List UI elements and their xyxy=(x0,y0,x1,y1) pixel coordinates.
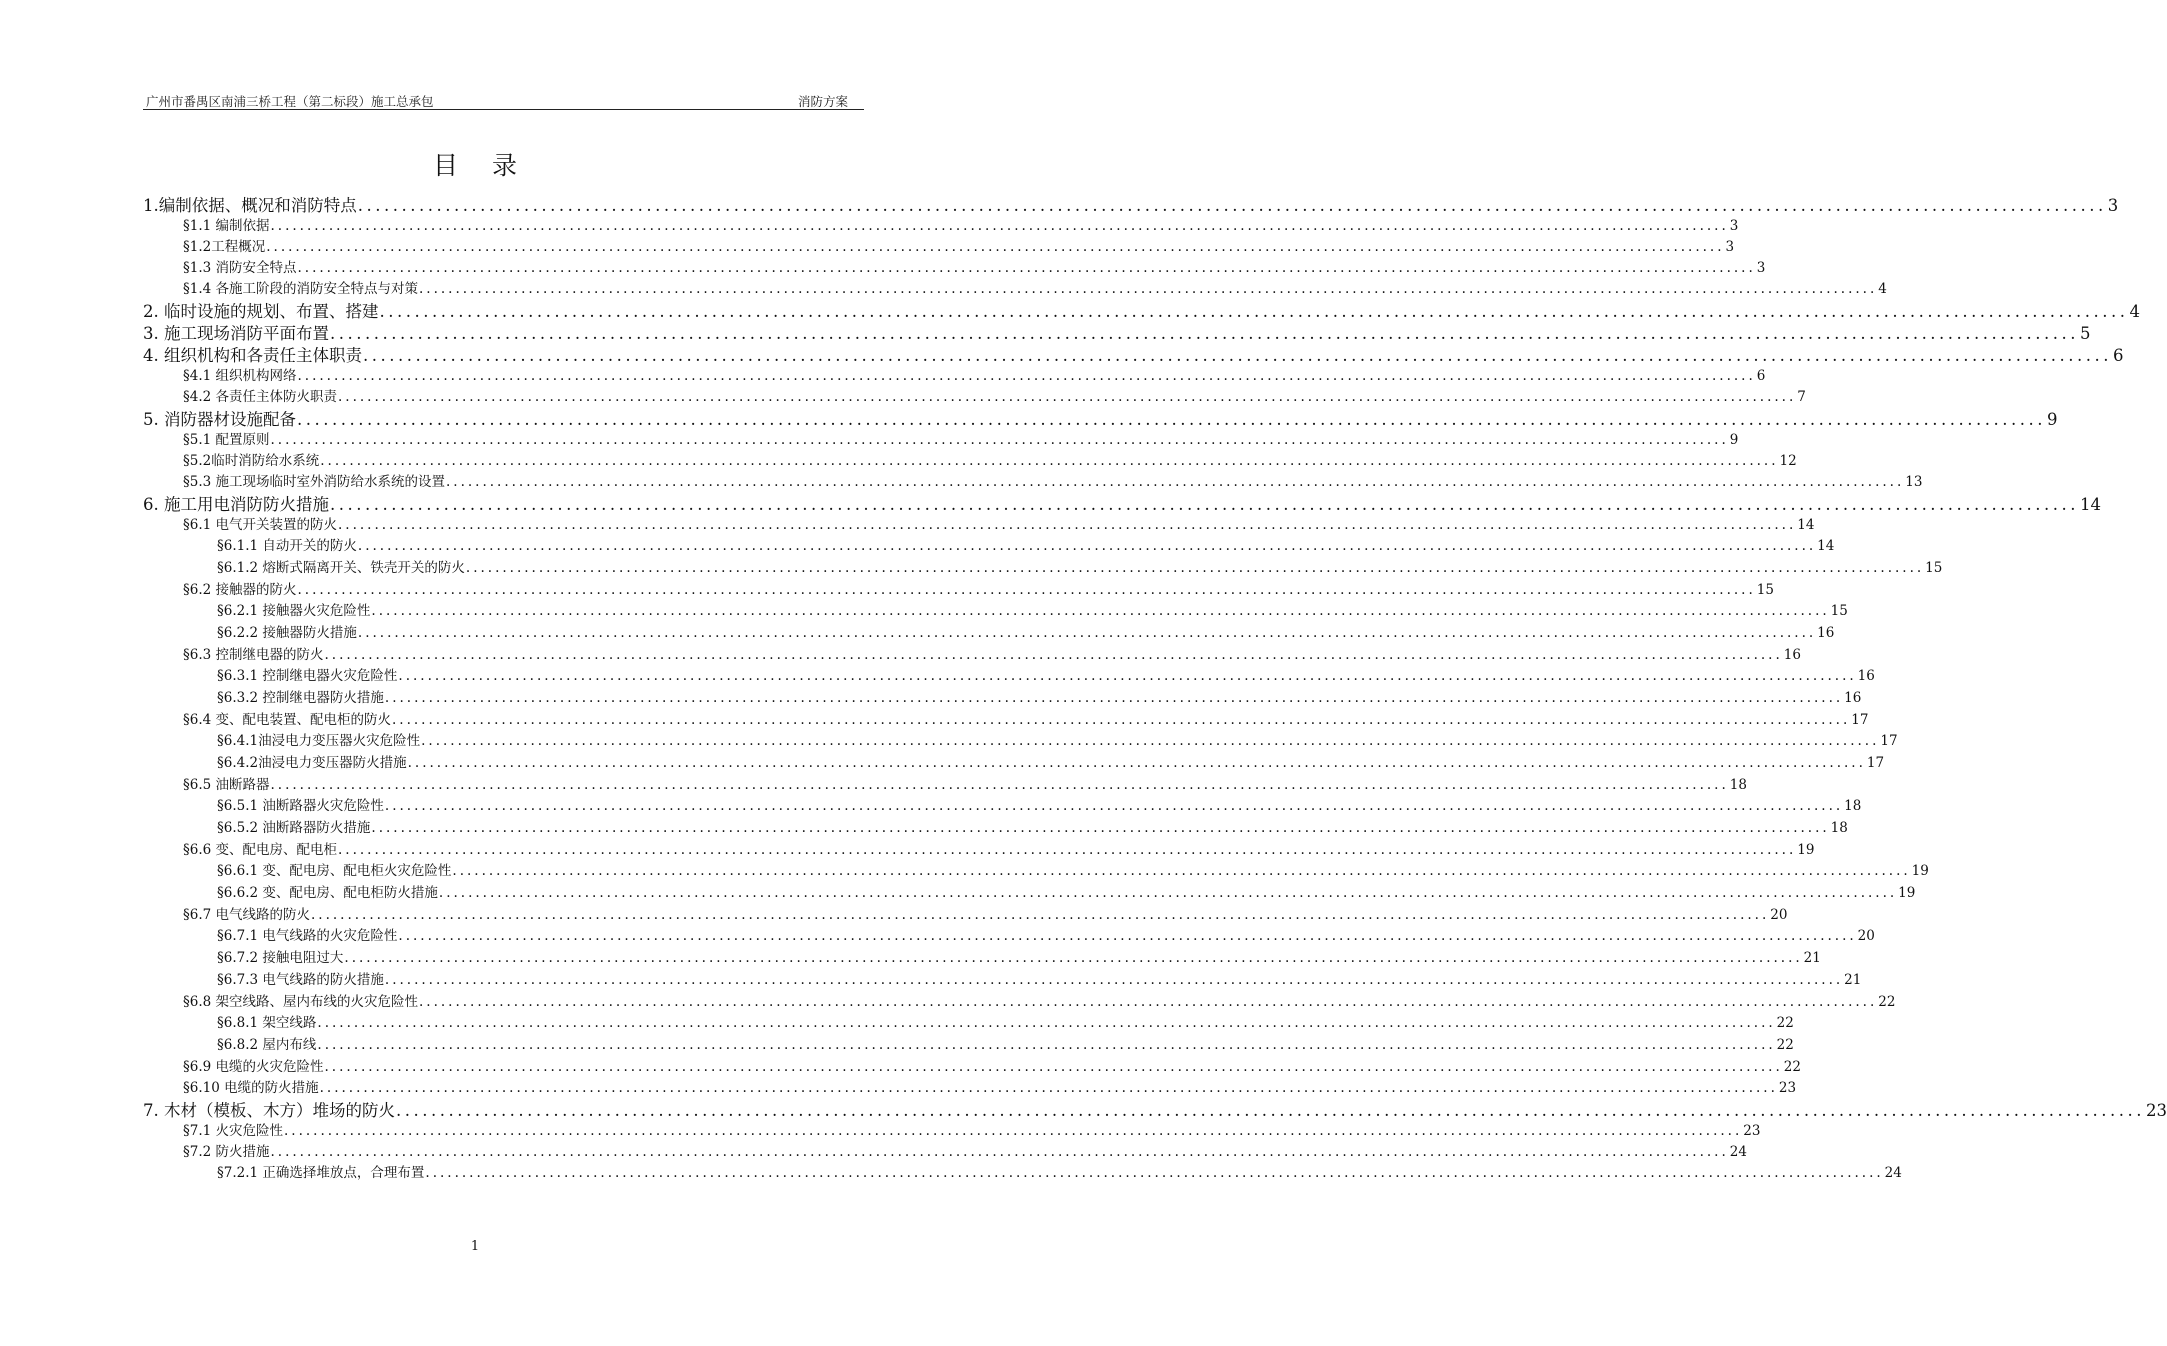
toc-entry-page-number: 16 xyxy=(1857,668,1875,684)
toc-leader-dots: ........................................................................................................................................................................................................ xyxy=(465,560,1925,576)
toc-entry-label: §6.9 电缆的火灾危险性 xyxy=(183,1059,324,1075)
toc-entry-page-number: 13 xyxy=(1905,474,1923,490)
toc-entry-label: §6.7.1 电气线路的火灾危险性 xyxy=(217,928,398,944)
toc-entry-level-2[interactable] xyxy=(183,708,1869,729)
toc-leader-dots: ........................................................................................................................................................................................................ xyxy=(324,647,1783,663)
toc-entry-level-3[interactable] xyxy=(217,534,1835,556)
toc-entry-level-2[interactable] xyxy=(183,364,1766,385)
toc-leader-dots: ........................................................................................................................................................................................................ xyxy=(270,218,1729,234)
toc-entry-label: 7. 木材（模板、木方）堆场的防火 xyxy=(143,1101,395,1120)
toc-entry-page-number: 3 xyxy=(1725,239,1735,255)
toc-entry-label: 1.编制依据、概况和消防特点 xyxy=(143,196,357,215)
toc-entry-label: §7.1 火灾危险性 xyxy=(183,1123,284,1139)
toc-leader-dots: ........................................................................................................................................................................................................ xyxy=(379,302,2129,321)
toc-entry-page-number: 4 xyxy=(2129,302,2140,321)
toc-entry-page-number: 15 xyxy=(1830,603,1848,619)
toc-leader-dots: ........................................................................................................................................................................................................ xyxy=(398,668,1857,684)
toc-leader-dots: ........................................................................................................................................................................................................ xyxy=(319,1080,1778,1096)
toc-entry-level-3[interactable] xyxy=(217,924,1875,946)
toc-entry-page-number: 18 xyxy=(1729,777,1747,793)
toc-entry-level-3[interactable] xyxy=(217,1033,1794,1055)
toc-entry-level-3[interactable] xyxy=(217,1161,1902,1183)
toc-leader-dots: ........................................................................................................................................................................................................ xyxy=(392,712,1851,728)
toc-entry-level-3[interactable] xyxy=(217,686,1862,708)
toc-entry-level-2[interactable] xyxy=(183,277,1887,298)
toc-entry-level-3[interactable] xyxy=(217,859,1929,881)
toc-entry-level-3[interactable] xyxy=(217,794,1862,816)
toc-entry-label: §5.1 配置原则 xyxy=(183,432,270,448)
toc-entry-label: §6.4 变、配电装置、配电柜的防火 xyxy=(183,712,392,728)
toc-entry-page-number: 18 xyxy=(1844,798,1862,814)
toc-entry-level-3[interactable] xyxy=(217,751,1885,773)
toc-leader-dots: ........................................................................................................................................................................................................ xyxy=(311,907,1770,923)
toc-entry-label: §6.1.2 熔断式隔离开关、铁壳开关的防火 xyxy=(217,560,465,576)
toc-entry-level-2[interactable] xyxy=(183,773,1747,794)
toc-entry-page-number: 17 xyxy=(1866,755,1885,771)
toc-entry-level-1[interactable] xyxy=(143,491,2101,514)
toc-leader-dots: ........................................................................................................................................................................................................ xyxy=(438,885,1898,901)
toc-entry-level-3[interactable] xyxy=(217,946,1821,968)
toc-entry-page-number: 23 xyxy=(2145,1101,2167,1120)
toc-entry-level-2[interactable] xyxy=(183,513,1815,534)
toc-entry-label: §6.3 控制继电器的防火 xyxy=(183,647,324,663)
toc-leader-dots: ........................................................................................................................................................................................................ xyxy=(330,324,2079,343)
toc-entry-level-1[interactable] xyxy=(143,298,2140,321)
toc-entry-label: §6.5.1 油断路器火灾危险性 xyxy=(217,798,384,814)
toc-entry-label: §5.3 施工现场临时室外消防给水系统的设置 xyxy=(183,474,446,490)
toc-entry-label: §6.8.2 屋内布线 xyxy=(217,1037,317,1053)
toc-entry-label: §6.1 电气开关装置的防火 xyxy=(183,517,338,533)
toc-entry-page-number: 23 xyxy=(1778,1080,1797,1096)
toc-entry-label: §1.3 消防安全特点 xyxy=(183,260,297,276)
toc-leader-dots: ........................................................................................................................................................................................................ xyxy=(371,820,1830,836)
toc-entry-label: §4.1 组织机构网络 xyxy=(183,368,297,384)
toc-entry-label: §7.2.1 正确选择堆放点，合理布置 xyxy=(217,1165,425,1181)
toc-entry-label: §6.1.1 自动开关的防火 xyxy=(217,538,357,554)
toc-leader-dots: ........................................................................................................................................................................................................ xyxy=(270,777,1729,793)
toc-entry-label: §5.2临时消防给水系统 xyxy=(183,453,320,469)
toc-leader-dots: ........................................................................................................................................................................................................ xyxy=(317,1037,1776,1053)
toc-entry-page-number: 18 xyxy=(1830,820,1848,836)
toc-leader-dots: ........................................................................................................................................................................................................ xyxy=(419,281,1878,297)
toc-entry-level-3[interactable] xyxy=(217,556,1943,578)
toc-entry-page-number: 22 xyxy=(1783,1059,1801,1075)
toc-leader-dots: ........................................................................................................................................................................................................ xyxy=(330,495,2079,514)
toc-entry-page-number: 3 xyxy=(1729,218,1739,234)
toc-entry-level-3[interactable] xyxy=(217,664,1875,686)
toc-leader-dots: ........................................................................................................................................................................................................ xyxy=(338,389,1797,405)
toc-entry-level-3[interactable] xyxy=(217,881,1916,903)
toc-entry-label: §6.6 变、配电房、配电柜 xyxy=(183,842,338,858)
toc-leader-dots: ........................................................................................................................................................................................................ xyxy=(363,346,2112,365)
toc-leader-dots: ........................................................................................................................................................................................................ xyxy=(357,196,2107,215)
toc-leader-dots: ........................................................................................................................................................................................................ xyxy=(270,1144,1729,1160)
toc-entry-page-number: 3 xyxy=(1756,260,1766,276)
toc-leader-dots: ........................................................................................................................................................................................................ xyxy=(284,1123,1743,1139)
page-title: 目录 xyxy=(432,151,551,180)
toc-entry-page-number: 15 xyxy=(1756,582,1774,598)
toc-leader-dots: ........................................................................................................................................................................................................ xyxy=(297,582,1756,598)
toc-entry-page-number: 12 xyxy=(1779,453,1797,469)
toc-entry-page-number: 15 xyxy=(1925,560,1943,576)
toc-entry-label: 4. 组织机构和各责任主体职责 xyxy=(143,346,362,365)
toc-leader-dots: ........................................................................................................................................................................................................ xyxy=(297,368,1756,384)
toc-entry-label: §6.7.3 电气线路的防火措施 xyxy=(217,972,384,988)
toc-entry-label: §6.10 电缆的防火措施 xyxy=(183,1080,319,1096)
toc-entry-label: §6.6.1 变、配电房、配电柜火灾危险性 xyxy=(217,863,452,879)
toc-entry-level-3[interactable] xyxy=(217,729,1898,751)
toc-entry-label: §6.3.1 控制继电器火灾危险性 xyxy=(217,668,398,684)
toc-leader-dots: ........................................................................................................................................................................................................ xyxy=(324,1059,1783,1075)
toc-entry-label: §6.4.1油浸电力变压器火灾危险性 xyxy=(217,733,421,749)
toc-entry-page-number: 20 xyxy=(1857,928,1875,944)
toc-entry-level-1[interactable] xyxy=(143,406,2058,429)
toc-leader-dots: ........................................................................................................................................................................................................ xyxy=(344,950,1803,966)
toc-entry-level-2[interactable] xyxy=(183,470,1923,491)
toc-entry-page-number: 6 xyxy=(2112,346,2124,365)
toc-entry-label: 3. 施工现场消防平面布置 xyxy=(143,324,329,343)
toc-leader-dots: ........................................................................................................................................................................................................ xyxy=(398,928,1857,944)
toc-entry-page-number: 9 xyxy=(2046,410,2058,429)
toc-leader-dots: ........................................................................................................................................................................................................ xyxy=(266,239,1725,255)
toc-entry-level-2[interactable] xyxy=(183,256,1766,277)
toc-entry-label: 5. 消防器材设施配备 xyxy=(143,410,296,429)
toc-leader-dots: ........................................................................................................................................................................................................ xyxy=(297,260,1756,276)
toc-entry-level-2[interactable] xyxy=(183,1119,1761,1140)
toc-entry-level-1[interactable] xyxy=(143,1097,2167,1120)
toc-entry-page-number: 19 xyxy=(1911,863,1929,879)
toc-entry-label: §6.8.1 架空线路 xyxy=(217,1015,317,1031)
toc-entry-label: §6.8 架空线路、屋内布线的火灾危险性 xyxy=(183,994,419,1010)
toc-entry-page-number: 16 xyxy=(1783,647,1801,663)
toc-entry-label: 2. 临时设施的规划、布置、搭建 xyxy=(143,302,379,321)
toc-entry-page-number: 22 xyxy=(1878,994,1896,1010)
toc-entry-level-2[interactable] xyxy=(183,428,1739,449)
toc-entry-label: §1.2工程概况 xyxy=(183,239,266,255)
toc-leader-dots: ........................................................................................................................................................................................................ xyxy=(407,755,1866,771)
toc-entry-page-number: 19 xyxy=(1898,885,1916,901)
toc-leader-dots: ........................................................................................................................................................................................................ xyxy=(357,625,1817,641)
toc-entry-page-number: 16 xyxy=(1817,625,1835,641)
toc-leader-dots: ........................................................................................................................................................................................................ xyxy=(338,842,1797,858)
header-document-type: 消防方案 xyxy=(797,94,848,109)
toc-leader-dots: ........................................................................................................................................................................................................ xyxy=(446,474,1905,490)
toc-entry-page-number: 21 xyxy=(1844,972,1862,988)
toc-entry-label: §6.2.1 接触器火灾危险性 xyxy=(217,603,371,619)
toc-entry-level-3[interactable] xyxy=(217,599,1848,621)
toc-entry-page-number: 9 xyxy=(1729,432,1739,448)
toc-entry-label: §6.6.2 变、配电房、配电柜防火措施 xyxy=(217,885,438,901)
toc-entry-label: §6.4.2油浸电力变压器防火措施 xyxy=(217,755,407,771)
running-header xyxy=(143,91,864,110)
header-project-title: 广州市番禺区南浦三桥工程（第二标段）施工总承包 xyxy=(146,94,434,109)
toc-entry-page-number: 24 xyxy=(1729,1144,1747,1160)
toc-entry-page-number: 14 xyxy=(1797,517,1815,533)
toc-entry-page-number: 3 xyxy=(2107,196,2119,215)
toc-entry-level-2[interactable] xyxy=(183,578,1774,599)
toc-entry-label: §6.5 油断路器 xyxy=(183,777,270,793)
toc-leader-dots: ........................................................................................................................................................................................................ xyxy=(371,603,1830,619)
toc-entry-label: §6.7.2 接触电阻过大 xyxy=(217,950,344,966)
toc-entry-page-number: 20 xyxy=(1770,907,1788,923)
toc-entry-level-2[interactable] xyxy=(183,1076,1797,1097)
toc-entry-level-2[interactable] xyxy=(183,235,1735,256)
toc-leader-dots: ........................................................................................................................................................................................................ xyxy=(425,1165,1884,1181)
toc-entry-label: 6. 施工用电消防防火措施 xyxy=(143,495,329,514)
toc-entry-page-number: 21 xyxy=(1803,950,1821,966)
toc-entry-page-number: 5 xyxy=(2079,324,2091,343)
toc-entry-page-number: 23 xyxy=(1743,1123,1761,1139)
toc-leader-dots: ........................................................................................................................................................................................................ xyxy=(338,517,1797,533)
toc-entry-page-number: 14 xyxy=(2079,495,2101,514)
toc-entry-level-1[interactable] xyxy=(143,320,2091,343)
toc-entry-level-2[interactable] xyxy=(183,1140,1747,1161)
toc-entry-level-1[interactable] xyxy=(143,192,2119,215)
toc-entry-level-1[interactable] xyxy=(143,342,2124,365)
toc-leader-dots: ........................................................................................................................................................................................................ xyxy=(384,972,1844,988)
toc-entry-level-2[interactable] xyxy=(183,838,1815,859)
toc-entry-page-number: 22 xyxy=(1776,1037,1794,1053)
toc-entry-page-number: 17 xyxy=(1880,733,1898,749)
toc-entry-page-number: 4 xyxy=(1878,281,1887,297)
toc-entry-page-number: 7 xyxy=(1797,389,1806,405)
toc-entry-page-number: 19 xyxy=(1797,842,1815,858)
toc-entry-level-2[interactable] xyxy=(183,449,1797,470)
toc-entry-label: §6.5.2 油断路器防火措施 xyxy=(217,820,371,836)
toc-entry-level-2[interactable] xyxy=(183,903,1788,924)
toc-entry-level-2[interactable] xyxy=(183,214,1739,235)
toc-entry-label: §6.2.2 接触器防火措施 xyxy=(217,625,357,641)
toc-entry-level-3[interactable] xyxy=(217,968,1862,990)
toc-entry-label: §6.3.2 控制继电器防火措施 xyxy=(217,690,384,706)
toc-entry-level-2[interactable] xyxy=(183,1055,1801,1076)
toc-leader-dots: ........................................................................................................................................................................................................ xyxy=(317,1015,1776,1031)
toc-entry-level-3[interactable] xyxy=(217,621,1835,643)
toc-entry-level-3[interactable] xyxy=(217,1011,1794,1033)
toc-leader-dots: ........................................................................................................................................................................................................ xyxy=(357,538,1817,554)
toc-entry-level-2[interactable] xyxy=(183,385,1806,406)
toc-entry-label: §1.4 各施工阶段的消防安全特点与对策 xyxy=(183,281,419,297)
toc-entry-level-2[interactable] xyxy=(183,990,1896,1011)
toc-leader-dots: ........................................................................................................................................................................................................ xyxy=(384,690,1844,706)
toc-leader-dots: ........................................................................................................................................................................................................ xyxy=(452,863,1911,879)
toc-entry-label: §6.2 接触器的防火 xyxy=(183,582,297,598)
toc-leader-dots: ........................................................................................................................................................................................................ xyxy=(419,994,1878,1010)
toc-entry-page-number: 24 xyxy=(1884,1165,1902,1181)
toc-entry-page-number: 17 xyxy=(1851,712,1869,728)
toc-entry-label: §6.7 电气线路的防火 xyxy=(183,907,311,923)
page-number: 1 xyxy=(470,1239,480,1254)
toc-leader-dots: ........................................................................................................................................................................................................ xyxy=(396,1101,2145,1120)
toc-leader-dots: ........................................................................................................................................................................................................ xyxy=(320,453,1779,469)
toc-leader-dots: ........................................................................................................................................................................................................ xyxy=(297,410,2046,429)
toc-leader-dots: ........................................................................................................................................................................................................ xyxy=(421,733,1880,749)
toc-entry-page-number: 6 xyxy=(1756,368,1766,384)
toc-leader-dots: ........................................................................................................................................................................................................ xyxy=(270,432,1729,448)
toc-leader-dots: ........................................................................................................................................................................................................ xyxy=(384,798,1844,814)
toc-entry-label: §4.2 各责任主体防火职责 xyxy=(183,389,338,405)
toc-entry-label: §7.2 防火措施 xyxy=(183,1144,270,1160)
toc-entry-page-number: 22 xyxy=(1776,1015,1794,1031)
toc-entry-page-number: 14 xyxy=(1817,538,1835,554)
toc-entry-level-3[interactable] xyxy=(217,816,1848,838)
toc-entry-page-number: 16 xyxy=(1844,690,1862,706)
toc-entry-level-2[interactable] xyxy=(183,643,1801,664)
toc-entry-label: §1.1 编制依据 xyxy=(183,218,270,234)
